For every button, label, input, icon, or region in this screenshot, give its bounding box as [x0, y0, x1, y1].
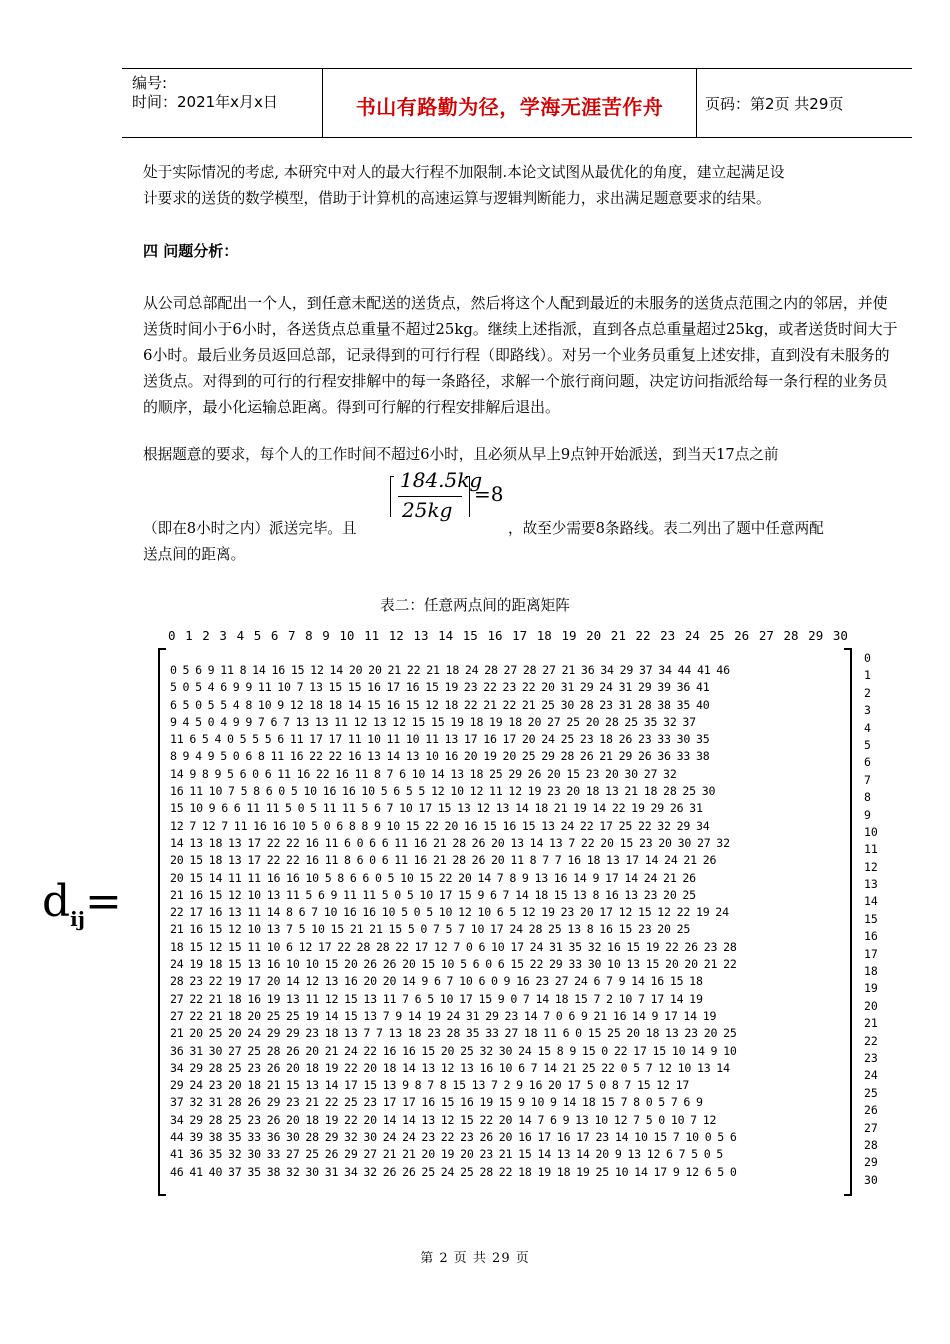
ceil-bracket-right: [466, 476, 470, 517]
row-label: 7: [864, 772, 871, 787]
matrix-row: 24 19 18 15 13 16 10 10 15 20 26 26 20 15 10 5 6 0 6 15 22 29 33 30 10 13 15 20 20 21 22: [170, 957, 737, 972]
column-header: 10: [339, 628, 355, 643]
column-header: 11: [364, 628, 380, 643]
row-label: 10: [864, 824, 878, 839]
matrix-row: 18 15 12 15 11 10 6 12 17 22 28 28 22 17 12 7 0 6 10 17 24 31 35 32 16 15 19 22 26 23 28: [170, 939, 737, 954]
header-motto: 书山有路勤为径，学海无涯苦作舟: [355, 95, 664, 119]
row-label: 11: [864, 842, 878, 857]
column-header: 8: [305, 628, 313, 643]
row-label: 9: [864, 807, 871, 822]
column-header: 9: [322, 628, 330, 643]
column-header: 26: [734, 628, 750, 643]
row-label: 2: [864, 685, 871, 700]
page-header: [122, 68, 912, 138]
row-label: 4: [864, 720, 871, 735]
paragraph-3-line-3: 送点间的距离。: [143, 546, 246, 563]
column-header: 23: [660, 628, 676, 643]
column-header: 3: [219, 628, 227, 643]
matrix-row: 34 29 28 25 23 26 20 18 19 22 20 18 14 13 12 13 16 10 6 7 14 21 25 22 0 5 7 12 10 13 14: [170, 1060, 730, 1075]
row-label: 30: [864, 1172, 878, 1187]
row-label: 20: [864, 998, 878, 1013]
fraction-result: =8: [474, 482, 504, 506]
column-header: 6: [270, 628, 279, 643]
row-label: 18: [864, 964, 878, 979]
column-header: 17: [512, 628, 528, 643]
matrix-row: 36 31 30 27 25 28 26 20 21 24 22 16 16 15 20 25 32 30 24 15 8 9 15 0 22 17 15 10 14 9 10: [170, 1043, 737, 1058]
matrix-row-labels: [864, 650, 894, 1189]
row-label: 26: [864, 1103, 878, 1118]
matrix-row: 20 15 18 13 17 22 22 16 11 8 6 0 6 11 16 21 28 26 20 11 8 7 7 16 18 13 17 14 24 21 26: [170, 853, 717, 868]
row-label: 19: [864, 981, 878, 996]
column-header: 29: [808, 628, 824, 643]
paragraph-3-line-1: 根据题意的要求，每个人的工作时间不超过6小时，且必须从早上9点钟开始派送，到当天17点之前: [143, 446, 779, 463]
column-header: 0: [168, 628, 176, 643]
column-header: 21: [610, 628, 626, 643]
matrix-row: 14 9 8 9 5 6 0 6 11 16 22 16 11 8 7 6 10 14 13 18 25 29 26 20 15 23 20 30 27 32: [170, 766, 677, 781]
column-header: 5: [253, 628, 262, 643]
matrix-row: 11 6 5 4 0 5 5 5 6 11 17 17 11 10 11 10 11 13 17 16 17 20 24 25 23 18 26 23 33 30 35: [170, 732, 710, 747]
ceil-bracket-left: [390, 476, 394, 517]
column-header: 19: [561, 628, 577, 643]
matrix-row: 37 32 31 28 26 29 23 21 22 25 23 17 17 16 15 16 19 15 9 10 9 14 18 15 7 8 0 5 7 6 9: [170, 1095, 703, 1110]
matrix-column-headers: [168, 628, 848, 646]
row-label: 1: [864, 668, 871, 683]
row-label: 6: [864, 755, 871, 770]
distance-matrix: [170, 662, 842, 1181]
page-number-label: 页码：第2页 共29页: [705, 95, 844, 113]
row-label: 29: [864, 1155, 878, 1170]
column-header: 14: [438, 628, 454, 643]
row-label: 28: [864, 1137, 878, 1152]
matrix-row: 34 29 28 25 23 26 20 18 19 22 20 14 14 13 12 15 22 20 14 7 6 9 13 10 12 7 5 0 10 7 12: [170, 1112, 717, 1127]
table-caption: 表二：任意两点间的距离矩阵: [380, 597, 570, 614]
row-label: 13: [864, 877, 878, 892]
column-header: 13: [413, 628, 429, 643]
column-header: 20: [586, 628, 602, 643]
column-header: 24: [684, 628, 700, 643]
row-label: 27: [864, 1120, 878, 1135]
matrix-row: 16 11 10 7 5 8 6 0 5 10 16 16 10 5 6 5 5 12 10 12 11 12 19 23 20 18 13 21 18 28 25 30: [170, 784, 716, 799]
row-label: 15: [864, 911, 878, 926]
column-header: 18: [536, 628, 552, 643]
time-label: 时间：2021年x月x日: [132, 93, 278, 111]
matrix-symbol-equals: =: [85, 876, 122, 927]
column-header: 12: [388, 628, 404, 643]
matrix-row: 27 22 21 18 16 19 13 11 12 15 13 11 7 6 5 10 17 15 9 0 7 14 18 15 7 2 10 7 17 14 19: [170, 991, 703, 1006]
column-header: 28: [783, 628, 799, 643]
paragraph-1-line-1: 处于实际情况的考虑, 本研究中对人的最大行程不加限制.本论文试图从最优化的角度，建立起满足设: [143, 164, 785, 181]
matrix-symbol-d: d: [42, 876, 71, 927]
matrix-row: 46 41 40 37 35 38 32 30 31 34 32 26 26 25 24 25 28 22 18 19 18 19 25 10 14 17 9 12 6 5 0: [170, 1164, 737, 1179]
column-header: 30: [832, 628, 848, 643]
row-label: 25: [864, 1085, 878, 1100]
fraction-formula: [390, 468, 510, 524]
row-label: 21: [864, 1016, 878, 1031]
matrix-row: 21 16 15 12 10 13 11 5 6 9 11 11 5 0 5 10 17 15 9 6 7 14 18 15 13 8 16 13 23 20 25: [170, 887, 696, 902]
row-label: 3: [864, 703, 871, 718]
matrix-row: 44 39 38 35 33 36 30 28 29 32 30 24 24 23 22 23 26 20 16 17 16 17 23 14 10 15 7 10 0 5 6: [170, 1130, 737, 1145]
row-label: 14: [864, 894, 878, 909]
matrix-symbol: [42, 876, 122, 931]
matrix-row: 21 20 25 20 24 29 29 23 18 13 7 7 13 18 23 28 35 33 27 18 11 6 0 15 25 20 18 13 23 20 25: [170, 1026, 737, 1041]
column-header: 1: [185, 628, 193, 643]
paragraph-3-line-2-end: ，故至少需要8条路线。表二列出了题中任意两配: [508, 520, 824, 537]
row-label: 8: [864, 790, 871, 805]
column-header: 22: [635, 628, 651, 643]
row-label: 22: [864, 1033, 878, 1048]
matrix-row: 41 36 35 32 30 33 27 25 26 29 27 21 21 20 19 20 23 21 15 14 13 14 20 9 13 12 6 7 5 0 5: [170, 1147, 724, 1162]
header-center-cell: [323, 69, 697, 137]
row-label: 17: [864, 946, 878, 961]
fraction-bar: [398, 496, 462, 497]
matrix-row: 28 23 22 19 17 20 14 12 13 16 20 20 14 9 6 7 10 6 0 9 16 23 27 24 6 7 9 14 16 15 18: [170, 974, 703, 989]
section-title: 四 问题分析：: [143, 242, 239, 260]
column-header: 2: [202, 628, 210, 643]
column-header: 15: [462, 628, 478, 643]
matrix-row: 8 9 4 9 5 0 6 8 11 16 22 22 16 13 14 13 10 16 20 19 20 25 29 28 26 21 29 26 36 33 38: [170, 749, 710, 764]
matrix-row: 14 13 18 13 17 22 22 16 11 6 0 6 6 11 16 21 28 26 20 13 14 13 7 22 20 15 23 20 30 27 32: [170, 835, 730, 850]
matrix-row: 20 15 14 11 11 16 16 10 5 8 6 6 0 5 10 15 22 20 14 7 8 9 13 16 14 9 17 14 24 21 26: [170, 870, 696, 885]
matrix-row: 29 24 23 20 18 21 15 13 14 17 15 13 9 8 7 8 15 13 7 2 9 16 20 17 5 0 8 7 15 12 17: [170, 1078, 690, 1093]
matrix-row: 0 5 6 9 11 8 14 16 15 12 14 20 20 21 22 21 18 24 28 27 28 27 21 36 34 29 37 34 44 41 46: [170, 663, 730, 677]
matrix-row: 21 16 15 12 10 13 7 5 10 15 21 21 15 5 0 7 5 7 10 17 24 28 25 13 8 16 15 23 20 25: [170, 922, 691, 937]
row-label: 23: [864, 1050, 878, 1065]
matrix-row: 12 7 12 7 11 16 16 10 5 0 6 8 8 9 10 15 22 20 16 15 16 15 13 24 22 17 25 22 32 29 34: [170, 818, 710, 833]
matrix-row: 6 5 0 5 5 4 8 10 9 12 18 18 14 15 16 15 12 18 22 21 22 21 25 30 28 23 31 28 38 35 40: [170, 697, 710, 712]
fraction-denominator: 25kg: [402, 498, 453, 522]
matrix-row: 15 10 9 6 6 11 11 5 0 5 11 11 5 6 7 10 17 15 13 12 13 14 18 21 19 14 22 19 29 26 31: [170, 801, 703, 816]
column-header: 16: [487, 628, 503, 643]
matrix-bracket-left: [158, 648, 166, 1196]
header-left-cell: [122, 69, 323, 137]
page-footer: 第 2 页 共 29 页: [420, 1251, 530, 1266]
column-header: 4: [236, 628, 245, 643]
matrix-row: 5 0 5 4 6 9 9 11 10 7 13 15 15 16 17 16 15 19 23 22 23 22 20 31 29 24 31 29 39 36 41: [170, 680, 710, 695]
column-header: 7: [287, 628, 296, 643]
row-label: 12: [864, 859, 878, 874]
matrix-row: 22 17 16 13 11 14 8 6 7 10 16 16 10 5 0 5 10 12 10 6 5 12 19 23 20 17 12 15 12 22 19 24: [170, 905, 729, 920]
row-label: 24: [864, 1068, 878, 1083]
matrix-row: 27 22 21 18 20 25 25 19 14 15 13 7 9 14 19 24 31 29 23 14 7 0 6 9 21 16 14 9 17 14 19: [170, 1008, 717, 1023]
matrix-bracket-right: [844, 648, 852, 1196]
serial-label: 编号:: [132, 74, 168, 92]
row-label: 16: [864, 929, 878, 944]
row-label: 0: [864, 651, 871, 665]
fraction-numerator: 184.5kg: [400, 468, 483, 492]
matrix-row: 9 4 5 0 4 9 9 7 6 7 13 13 11 12 13 12 15 15 19 18 19 18 20 27 25 20 28 25 35 32 37: [170, 714, 696, 729]
column-header: 25: [709, 628, 725, 643]
header-right-cell: [697, 69, 912, 137]
paragraph-1-line-2: 计要求的送货的数学模型，借助于计算机的高速运算与逻辑判断能力，求出满足题意要求的结果。: [143, 190, 771, 207]
column-header: 27: [758, 628, 774, 643]
matrix-symbol-subscript: ij: [70, 906, 86, 931]
paragraph-2: 从公司总部配出一个人，到任意未配送的送货点，然后将这个人配到最近的未服务的送货点范围之内的邻居，并使送货时间小于6小时，各送货点总重量不超过25kg。继续上述指派，直到各点总重量超过25kg，或者送货时间大于6小时。最后业务员返回总部，记录得到的可行行程（即路线）。对另一个业务员重复上述安排，直到没有未服务的送货点。对得到的可行的行程安排解中的每一条路径，求解一个旅行商问题，决定访问指派给每一条行程的业务员的顺序，最小化运输总距离。得到可行解的行程安排解后退出。: [143, 294, 898, 416]
row-label: 5: [864, 737, 871, 752]
paragraph-3-line-2-start: （即在8小时之内）派送完毕。且: [143, 520, 357, 537]
